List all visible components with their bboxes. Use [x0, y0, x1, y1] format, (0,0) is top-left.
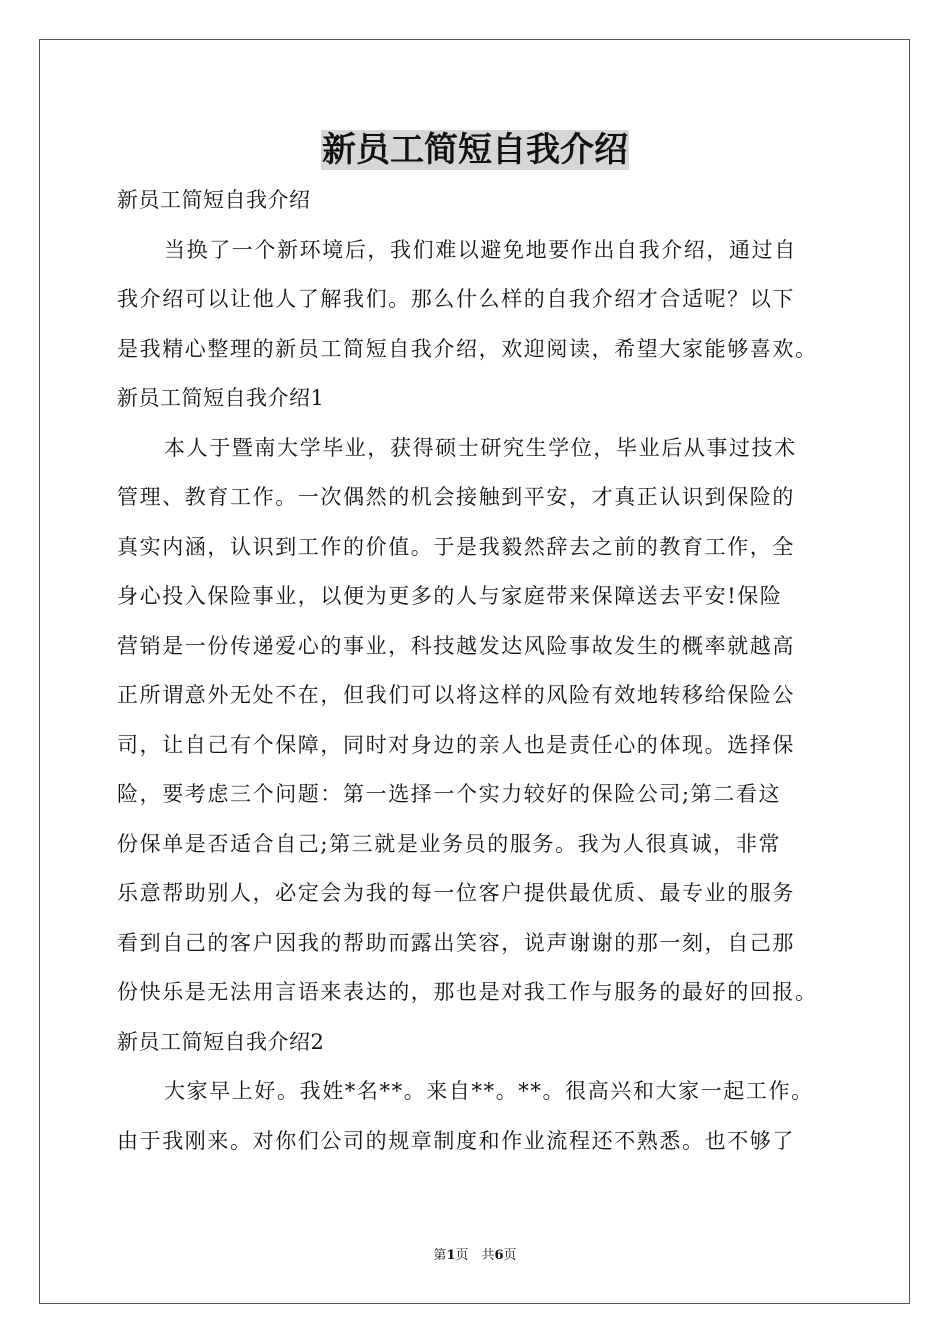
paragraph-line: 真实内涵，认识到工作的价值。于是我毅然辞去之前的教育工作，全	[117, 534, 795, 559]
paragraph-line: 是我精心整理的新员工简短自我介绍，欢迎阅读，希望大家能够喜欢。	[117, 336, 818, 361]
footer-suffix: 页	[503, 1248, 517, 1263]
paragraph-line: 当换了一个新环境后，我们难以避免地要作出自我介绍，通过自	[164, 237, 797, 262]
footer-middle: 页 共	[455, 1248, 495, 1263]
footer-prefix: 第	[433, 1248, 447, 1263]
paragraph-line: 正所谓意外无处不在，但我们可以将这样的风险有效地转移给保险公	[117, 683, 795, 707]
document-title-text: 新员工简短自我介绍	[322, 130, 628, 170]
paragraph-line: 营销是一份传递爱心的事业，科技越发达风险事故发生的概率就越高	[117, 633, 795, 658]
paragraph-line: 份保单是否适合自己;第三就是业务员的服务。我为人很真诚，非常	[117, 831, 782, 856]
paragraph-line: 本人于暨南大学毕业，获得硕士研究生学位，毕业后从事过技术	[164, 435, 797, 460]
footer-total-pages: 6	[494, 1248, 504, 1263]
page-footer	[0, 1246, 950, 1266]
footer-current-page: 1	[446, 1248, 456, 1263]
paragraph-line: 乐意帮助别人，必定会为我的每一位客户提供最优质、最专业的服务	[117, 881, 795, 905]
paragraph-line: 险，要考虑三个问题：第一选择一个实力较好的保险公司;第二看这	[117, 782, 782, 806]
paragraph-line: 大家早上好。我姓*名**。来自**。**。很高兴和大家一起工作。	[164, 1079, 814, 1103]
section-heading: 新员工简短自我介绍2	[117, 1029, 325, 1054]
paragraph-line: 我介绍可以让他人了解我们。那么什么样的自我介绍才合适呢？以下	[117, 287, 795, 311]
paragraph-line: 看到自己的客户因我的帮助而露出笑容，说声谢谢的那一刻，自己那	[117, 930, 795, 955]
section-heading: 新员工简短自我介绍	[117, 188, 311, 212]
document-title	[0, 122, 950, 178]
document-body	[117, 176, 837, 1166]
paragraph-line: 份快乐是无法用言语来表达的，那也是对我工作与服务的最好的回报。	[117, 980, 818, 1004]
paragraph-line: 管理、教育工作。一次偶然的机会接触到平安，才真正认识到保险的	[117, 485, 795, 509]
section-heading: 新员工简短自我介绍1	[117, 386, 325, 410]
paragraph-line: 由于我刚来。对你们公司的规章制度和作业流程还不熟悉。也不够了	[117, 1128, 795, 1153]
paragraph-line: 司，让自己有个保障，同时对身边的亲人也是责任心的体现。选择保	[117, 732, 795, 757]
paragraph-line: 身心投入保险事业，以便为更多的人与家庭带来保障送去平安!保险	[117, 584, 783, 608]
